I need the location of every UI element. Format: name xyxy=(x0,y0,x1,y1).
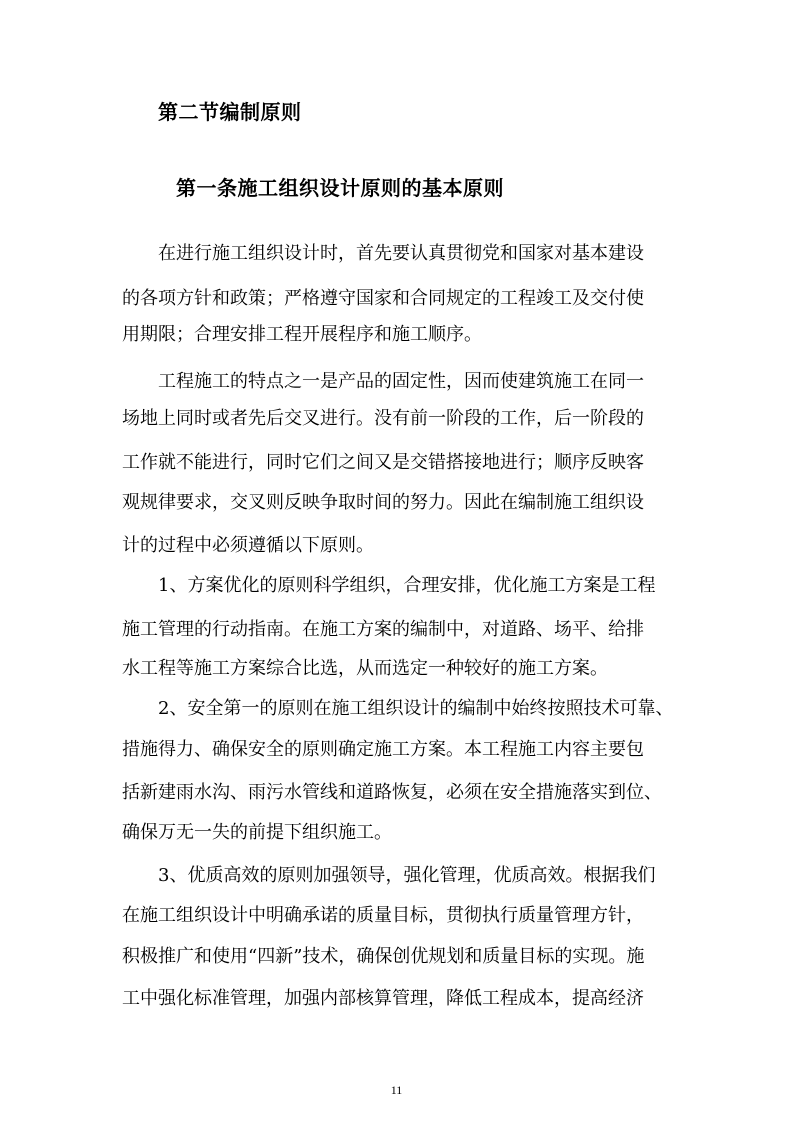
principle-3-line-4: 工中强化标准管理，加强内部核算管理，降低工程成本，提高经济 xyxy=(122,988,644,1009)
paragraph-2-line-3: 工作就不能进行，同时它们之间又是交错搭接地进行；顺序反映客 xyxy=(122,452,644,473)
paragraph-2-line-4: 观规律要求，交叉则反映争取时间的努力。因此在编制施工组织设 xyxy=(122,492,644,513)
principle-3-line-1: 3、优质高效的原则加强领导，强化管理，优质高效。根据我们 xyxy=(158,865,656,886)
paragraph-2-line-1: 工程施工的特点之一是产品的固定性，因而使建筑施工在同一 xyxy=(158,371,644,392)
principle-2-line-1: 2、安全第一的原则在施工组织设计的编制中始终按照技术可靠、 xyxy=(158,698,674,719)
section-title: 第二节编制原则 xyxy=(158,100,302,124)
page-number: 11 xyxy=(390,1083,403,1097)
principle-1-line-2: 施工管理的行动指南。在施工方案的编制中，对道路、场平、给排 xyxy=(122,619,644,640)
principle-1-line-1: 1、方案优化的原则科学组织，合理安排，优化施工方案是工程 xyxy=(158,575,656,596)
principle-2-line-4: 确保万无一失的前提下组织施工。 xyxy=(122,822,392,843)
article-title: 第一条施工组织设计原则的基本原则 xyxy=(176,176,504,200)
paragraph-2-line-5: 计的过程中必须遵循以下原则。 xyxy=(122,535,374,556)
principle-3-line-2: 在施工组织设计中明确承诺的质量目标，贯彻执行质量管理方针， xyxy=(122,905,644,926)
paragraph-1-line-1: 在进行施工组织设计时，首先要认真贯彻党和国家对基本建设 xyxy=(158,243,644,264)
paragraph-1-line-2: 的各项方针和政策；严格遵守国家和合同规定的工程竣工及交付使 xyxy=(122,288,644,309)
principle-2-line-2: 措施得力、确保安全的原则确定施工方案。本工程施工内容主要包 xyxy=(122,739,644,760)
principle-3-line-3: 积极推广和使用“四新”技术，确保创优规划和质量目标的实现。施 xyxy=(122,946,645,967)
paragraph-1-line-3: 用期限；合理安排工程开展程序和施工顺序。 xyxy=(122,324,482,345)
paragraph-2-line-2: 场地上同时或者先后交叉进行。没有前一阶段的工作，后一阶段的 xyxy=(122,408,644,429)
principle-1-line-3: 水工程等施工方案综合比选，从而选定一种较好的施工方案。 xyxy=(122,658,608,679)
principle-2-line-3: 括新建雨水沟、雨污水管线和道路恢复，必须在安全措施落实到位、 xyxy=(122,782,662,803)
